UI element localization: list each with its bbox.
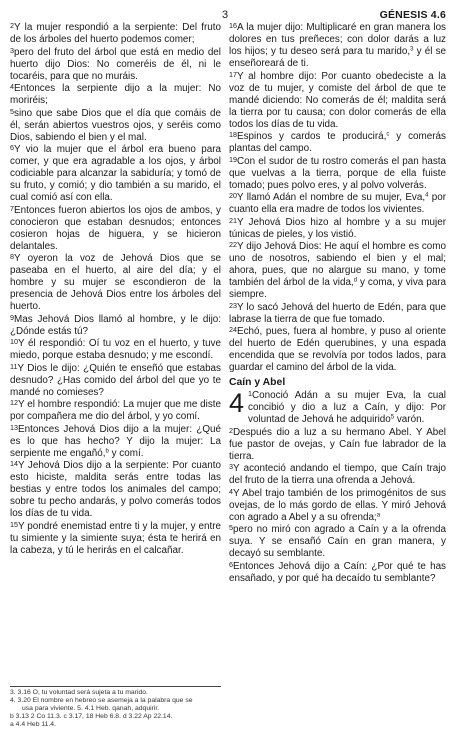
verse-text: Y Abel trajo también de los primogénitos de sus ovejas, de lo más gordo de ellas. Y miró Jehová con agrado a Abel y a su ofrenda; bbox=[229, 487, 446, 523]
verse-4-5 bbox=[229, 524, 446, 560]
verse-number: 18 bbox=[229, 130, 237, 139]
verse-number: 22 bbox=[229, 240, 237, 249]
verse-4-4 bbox=[229, 488, 446, 524]
footnotes bbox=[10, 689, 221, 729]
verse-text: Y el hombre respondió: La mujer que me diste por compañera me dio del árbol, y yo comí. bbox=[10, 399, 221, 422]
verse-number: 8 bbox=[10, 252, 14, 261]
verse-3-17 bbox=[229, 71, 446, 131]
verse-text: Y vio la mujer que el árbol era bueno para comer, y que era agradable a los ojos, y árbol codiciable para alcanzar la sabiduría; y tomó de su fruto, y comió; y dio también a su marido, el cual comió así con ella. bbox=[10, 144, 221, 203]
verse-text: Entonces Jehová dijo a Caín: ¿Por qué te has ensañado, y por qué ha decaído tu semblante? bbox=[229, 560, 446, 584]
verse-text: Y oyeron la voz de Jehová Dios que se paseaba en el huerto, al aire del día; y el hombre y su mujer se escondieron de la presencia de Jehová Dios entre los árboles del huerto. bbox=[10, 253, 221, 312]
verse-3-3 bbox=[10, 47, 221, 83]
verse-text: pero no miró con agrado a Caín y a la ofrenda suya. Y se ensañó Caín en gran manera, y decayó su semblante. bbox=[229, 524, 446, 559]
verse-number: 5 bbox=[10, 106, 14, 116]
page-number: 3 bbox=[222, 9, 229, 21]
verse-4-3 bbox=[229, 463, 446, 487]
verse-4-6 bbox=[229, 561, 446, 585]
verse-3-4 bbox=[10, 83, 221, 107]
footnote: a 4.4 Heb 11.4. bbox=[10, 721, 56, 728]
verse-text: Y Jehová Dios hizo al hombre y a su mujer túnicas de pieles, y los vistió. bbox=[229, 216, 446, 240]
verse-text: Entonces Jehová Dios dijo a la mujer: ¿Qué es lo que has hecho? Y dijo la mujer: La serpiente me engañó, bbox=[10, 423, 221, 459]
verse-number: 12 bbox=[10, 398, 18, 407]
verse-number: 21 bbox=[229, 215, 237, 225]
verse-3-7 bbox=[10, 205, 221, 253]
verse-number: 3 bbox=[10, 45, 14, 55]
verse-number: 16 bbox=[229, 21, 237, 30]
verse-text: Entonces la serpiente dijo a la mujer: No moriréis; bbox=[10, 83, 221, 106]
verse-3-18 bbox=[229, 131, 446, 155]
verse-text: y comí. bbox=[108, 447, 144, 459]
verse-text: Y Dios le dijo: ¿Quién te enseñó que estabas desnudo? ¿Has comido del árbol del que yo te mandé no comieses? bbox=[10, 362, 221, 398]
verse-3-11 bbox=[10, 363, 221, 399]
verse-number: 7 bbox=[10, 203, 14, 213]
verse-4-2 bbox=[229, 427, 446, 463]
verse-3-13 bbox=[10, 424, 221, 460]
verse-text: Espinos y cardos te producirá, bbox=[237, 131, 387, 142]
footnote-divider bbox=[10, 686, 221, 687]
verse-text: Y aconteció andando el tiempo, que Caín trajo del fruto de la tierra una ofrenda a Jehová. bbox=[229, 463, 446, 486]
verse-text: Y dijo Jehová Dios: He aquí el hombre es como uno de nosotros, sabiendo el bien y el mal; ahora, pues, que no alargue su mano, y tome también del árbol de la vida, bbox=[229, 241, 446, 288]
verse-number: 14 bbox=[10, 459, 18, 468]
verse-4-1 bbox=[229, 390, 446, 426]
verse-text: Y lo sacó Jehová del huerto de Edén, para que labrase la tierra de que fue tomado. bbox=[229, 301, 446, 325]
verse-number: 1 bbox=[248, 389, 253, 398]
verse-number: 6 bbox=[229, 559, 233, 569]
verse-number: 19 bbox=[229, 154, 237, 164]
verse-text: Después dio a luz a su hermano Abel. Y Abel fue pastor de ovejas, y Caín fue labrador de la tierra. bbox=[229, 426, 446, 462]
left-column bbox=[10, 22, 221, 557]
verse-text: A la mujer dijo: Multiplicaré en gran manera los dolores en tus preñeces; con dolor darás a luz los hijos; y tu deseo será para tu marido, bbox=[229, 22, 446, 57]
verse-3-24 bbox=[229, 326, 446, 374]
verse-number: 10 bbox=[10, 337, 18, 346]
verse-text: Entonces fueron abiertos los ojos de ambos, y conocieron que estaban desnudos; entonces cosieron hojas de higuera, y se hicieron delantales. bbox=[10, 204, 221, 252]
verse-3-21 bbox=[229, 217, 446, 241]
footnote: 4. 3.20 El nombre en hebreo se asemeja a la palabra que se bbox=[10, 697, 193, 704]
verse-text: Y la mujer respondió a la serpiente: Del fruto de los árboles del huerto podemos comer; bbox=[10, 22, 221, 45]
verse-number: 15 bbox=[10, 519, 18, 529]
verse-text: Y llamó Adán el nombre de su mujer, Eva, bbox=[237, 192, 426, 203]
verse-number: 23 bbox=[229, 300, 237, 310]
verse-number: 11 bbox=[10, 361, 18, 371]
verse-text: por cuanto ella era madre de todos los vivientes. bbox=[229, 192, 446, 215]
verse-text: pero del fruto del árbol que está en medio del huerto dijo Dios: No comeréis de él, ni le tocaréis, para que no muráis. bbox=[10, 46, 221, 82]
verse-text: y comerás plantas del campo. bbox=[229, 131, 446, 154]
verse-text: Y al hombre dijo: Por cuanto obedeciste a la voz de tu mujer, y comiste del árbol de que te mandé diciendo: No comerás de él; maldita será la tierra por tu causa; con dolor comerás de ella todos los días de tu vida. bbox=[229, 70, 446, 130]
verse-number: 3 bbox=[229, 462, 233, 471]
verse-3-19 bbox=[229, 156, 446, 192]
footnote: usa para viviente. 5. 4.1 Heb. qanah, adquirir. bbox=[22, 705, 160, 712]
right-column bbox=[229, 22, 446, 585]
footnote-marker: d bbox=[353, 277, 358, 284]
verse-number: 24 bbox=[229, 325, 237, 334]
footnote-marker: 5 bbox=[390, 414, 395, 421]
footnote-marker: 3 bbox=[410, 46, 414, 53]
verse-number: 13 bbox=[10, 422, 18, 432]
verse-3-16 bbox=[229, 22, 446, 70]
verse-text: Conoció Adán a su mujer Eva, la cual concibió y dio a luz a Caín, y dijo: Por voluntad de Jehová he adquirido bbox=[248, 390, 446, 425]
verse-3-14 bbox=[10, 460, 221, 520]
verse-text: y coma, y viva para siempre. bbox=[229, 277, 447, 300]
verse-text: Mas Jehová Dios llamó al hombre, y le dijo: ¿Dónde estás tú? bbox=[10, 313, 221, 337]
verse-text: Y Jehová Dios dijo a la serpiente: Por cuanto esto hiciste, maldita serás entre todas las bestias y entre todos los animales del campo; sobre tu pecho andarás, y polvo comerás todos los días de tu vida. bbox=[10, 460, 221, 519]
verse-number: 4 bbox=[10, 82, 14, 91]
verse-text: Y pondré enemistad entre ti y la mujer, y entre tu simiente y la simiente suya; ésta te herirá en la cabeza, y tú le herirás en el calcañar. bbox=[10, 520, 221, 556]
footnote-marker: 4 bbox=[425, 192, 429, 199]
verse-3-9 bbox=[10, 314, 221, 338]
verse-number: 6 bbox=[10, 143, 14, 152]
verse-number: 4 bbox=[229, 486, 233, 496]
verse-number: 17 bbox=[229, 69, 237, 79]
verse-3-6 bbox=[10, 144, 221, 204]
verse-3-20 bbox=[229, 192, 446, 216]
verse-number: 5 bbox=[229, 523, 233, 532]
verse-text: Y él respondió: Oí tu voz en el huerto, y tuve miedo, porque estaba desnudo; y me escondí. bbox=[10, 338, 221, 361]
footnote: 3. 3.16 O, tu voluntad será sujeta a tu marido. bbox=[10, 689, 148, 696]
verse-text: sino que sabe Dios que el día que comáis de él, serán abiertos vuestros ojos, y seréis como Dios, sabiendo el bien y el mal. bbox=[10, 107, 221, 143]
footnote-marker: a bbox=[376, 512, 381, 518]
verse-3-15 bbox=[10, 521, 221, 557]
verse-text: y él se enseñoreará de ti. bbox=[229, 46, 446, 69]
verse-text: varón. bbox=[394, 414, 425, 425]
footnote: b 3.13 2 Co 11.3. c 3.17, 18 Heb 6.8. d 3.22 Ap 22.14. bbox=[10, 713, 173, 720]
verse-3-22 bbox=[229, 241, 446, 301]
verse-number: 20 bbox=[229, 191, 237, 200]
verse-3-23 bbox=[229, 302, 446, 326]
verse-number: 2 bbox=[10, 21, 14, 30]
verse-number: 2 bbox=[229, 425, 233, 435]
footnote-marker: c bbox=[386, 131, 390, 138]
verse-3-2 bbox=[10, 22, 221, 46]
verse-3-10 bbox=[10, 338, 221, 362]
verse-3-12 bbox=[10, 399, 221, 423]
verse-number: 9 bbox=[10, 312, 14, 322]
footnote-marker: b bbox=[105, 448, 109, 454]
running-head: GÉNESIS 4.6 bbox=[379, 9, 446, 21]
verse-3-5 bbox=[10, 108, 221, 144]
verse-text: Echó, pues, fuera al hombre, y puso al oriente del huerto de Edén querubines, y una espada encendida que se revolvía por todos lados, para guardar el camino del árbol de la vida. bbox=[229, 326, 446, 373]
verse-3-8 bbox=[10, 253, 221, 313]
section-heading: Caín y Abel bbox=[229, 377, 286, 388]
chapter-number: 4 bbox=[229, 388, 245, 418]
verse-text: Con el sudor de tu rostro comerás el pan hasta que vuelvas a la tierra, porque de ella fuiste tomado; pues polvo eres, y al polvo volverás. bbox=[229, 155, 446, 191]
